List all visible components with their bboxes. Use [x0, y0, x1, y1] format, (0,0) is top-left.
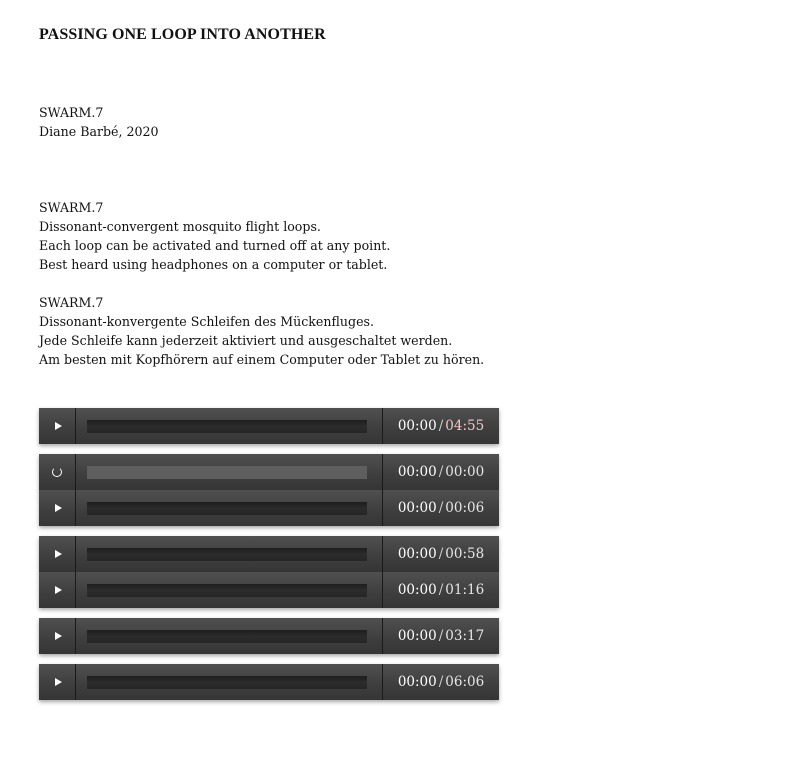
time-display [383, 572, 499, 608]
time-display [383, 454, 499, 490]
work-title: SWARM.7 [39, 105, 104, 120]
description-en-heading: SWARM.7 [39, 200, 104, 215]
time-separator: / [438, 546, 444, 562]
play-icon [55, 422, 62, 430]
time-display [383, 536, 499, 572]
description-en-line: Dissonant-convergent mosquito flight loops. [39, 219, 321, 234]
audio-player [39, 664, 499, 700]
description-en-line: Each loop can be activated and turned off at any point. [39, 238, 391, 253]
audio-player-group [39, 618, 499, 654]
current-time: 00:00 [397, 500, 437, 516]
play-button[interactable] [39, 618, 76, 654]
seek-bar[interactable] [87, 630, 367, 643]
loading-icon [52, 467, 62, 477]
seek-bar[interactable] [87, 420, 367, 433]
seek-bar[interactable] [87, 466, 367, 479]
current-time: 00:00 [397, 628, 437, 644]
description-de-line: Dissonant-konvergente Schleifen des Mückenfluges. [39, 314, 374, 329]
seek-bar[interactable] [87, 548, 367, 561]
play-icon [55, 550, 62, 558]
audio-player-group [39, 408, 499, 444]
audio-player-group [39, 664, 499, 700]
audio-player [39, 536, 499, 572]
play-icon [55, 632, 62, 640]
duration: 00:06 [445, 500, 485, 516]
time-display [383, 664, 499, 700]
duration: 00:58 [445, 546, 485, 562]
current-time: 00:00 [397, 582, 437, 598]
seek-bar[interactable] [87, 676, 367, 689]
play-button[interactable] [39, 664, 76, 700]
duration: 00:00 [445, 464, 485, 480]
current-time: 00:00 [397, 464, 437, 480]
description-german [39, 293, 484, 369]
description-de-line: Jede Schleife kann jederzeit aktiviert und ausgeschaltet werden. [39, 333, 453, 348]
time-separator: / [438, 500, 444, 516]
audio-player [39, 618, 499, 654]
page-title: PASSING ONE LOOP INTO ANOTHER [39, 26, 326, 43]
duration: 03:17 [445, 628, 485, 644]
play-icon [55, 504, 62, 512]
current-time: 00:00 [397, 546, 437, 562]
play-icon [55, 678, 62, 686]
duration: 04:55 [445, 418, 485, 434]
description-english [39, 198, 390, 274]
audio-player [39, 572, 499, 608]
audio-player [39, 490, 499, 526]
work-credit [39, 103, 159, 141]
loading-button[interactable] [39, 454, 76, 490]
duration: 06:06 [445, 674, 485, 690]
play-button[interactable] [39, 536, 76, 572]
seek-bar[interactable] [87, 584, 367, 597]
description-de-line: Am besten mit Kopfhörern auf einem Computer oder Tablet zu hören. [39, 352, 485, 367]
audio-player-group [39, 536, 499, 608]
seek-bar[interactable] [87, 502, 367, 515]
time-display [383, 490, 499, 526]
time-separator: / [438, 464, 444, 480]
play-button[interactable] [39, 572, 76, 608]
play-icon [55, 586, 62, 594]
play-button[interactable] [39, 408, 76, 444]
audio-player-list [39, 408, 499, 710]
audio-player [39, 454, 499, 490]
audio-player-group [39, 454, 499, 526]
time-display [383, 618, 499, 654]
work-author-year: Diane Barbé, 2020 [39, 124, 159, 139]
description-en-line: Best heard using headphones on a computer or tablet. [39, 257, 388, 272]
time-separator: / [438, 582, 444, 598]
audio-player [39, 408, 499, 444]
current-time: 00:00 [397, 418, 437, 434]
time-display [383, 408, 499, 444]
time-separator: / [438, 418, 444, 434]
time-separator: / [438, 674, 444, 690]
description-de-heading: SWARM.7 [39, 295, 104, 310]
current-time: 00:00 [397, 674, 437, 690]
duration: 01:16 [445, 582, 485, 598]
time-separator: / [438, 628, 444, 644]
play-button[interactable] [39, 490, 76, 526]
